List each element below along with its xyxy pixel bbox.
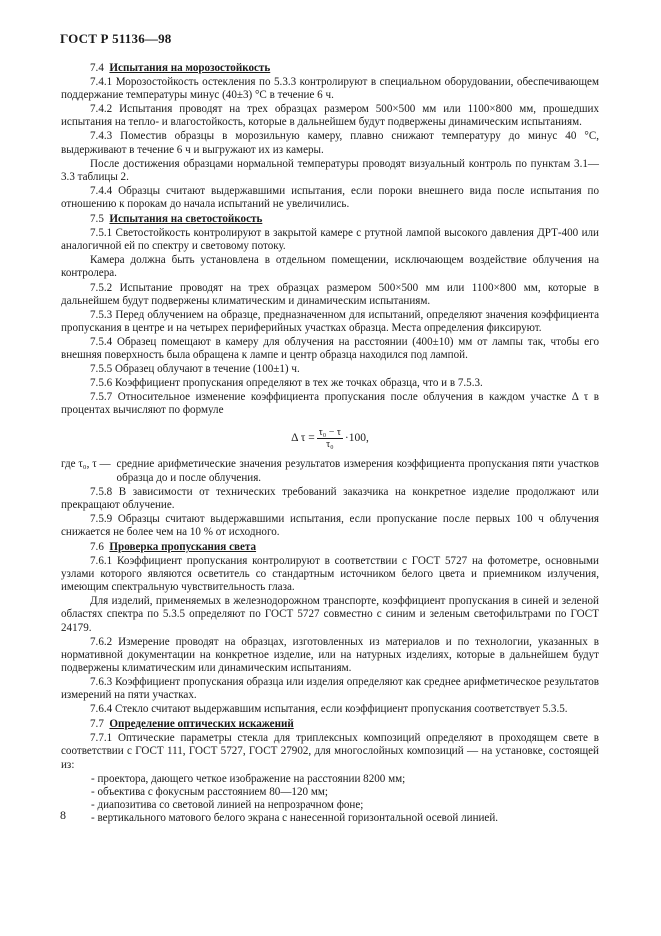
list-item: - вертикального матового белого экрана с нанесенной горизонтальной осевой линией. [91, 811, 499, 824]
section-heading [61, 718, 599, 731]
list-item: - проектора, дающего четкое изображение на расстоянии 8200 мм; [91, 772, 406, 785]
section-title: Определение оптических искажений [109, 718, 294, 731]
paragraph: 7.5.1 Светостойкость контролируют в закрытой камере с ртутной лампой высокого давления ДРТ-400 или аналогичной ей по спектру и световому потоку. [61, 227, 599, 253]
section-heading [61, 213, 599, 226]
list-item: - диапозитива со световой линией на непрозрачном фоне; [91, 798, 364, 811]
paragraph: 7.7.1 Оптические параметры стекла для триплексных композиций определяют в проходящем свете в соответствии с ГОСТ 111, ГОСТ 5727, ГОСТ 27902, для многослойных композиций — на установке, состоящей из: [61, 732, 599, 771]
paragraph: 7.6.1 Коэффициент пропускания контролируют в соответствии с ГОСТ 5727 на фотометре, основными узлами которого являются осветитель со стандартным источником белого цвета и приемником излучения, имеющим спектральную чувствительность глаза. [61, 555, 599, 594]
paragraph: 7.5.3 Перед облучением на образце, предназначенном для испытаний, определяют значения коэффициента пропускания в центре и на четырех периферийных участках образца. Места определения фиксируют. [61, 308, 599, 334]
paragraph: 7.4.3 Поместив образцы в морозильную камеру, плавно снижают температуру до минус 40 °С, выдерживают в течение 6 ч и выгружают их из камеры. [61, 130, 599, 156]
section-number: 7.4 [90, 62, 104, 74]
paragraph: 7.4.4 Образцы считают выдержавшими испытания, если пороки внешнего вида после испытания по отношению к порокам до начала испытаний не увеличились. [61, 184, 599, 210]
paragraph: 7.5.9 Образцы считают выдержавшими испытания, если пропускание после первых 100 ч облучения снижается не более чем на 10 % от исходного. [61, 512, 599, 538]
page-number: 8 [60, 808, 66, 822]
section-title: Испытания на светостойкость [109, 213, 263, 226]
formula-legend [61, 458, 599, 484]
list-item: - объектива с фокусным расстоянием 80—120 мм; [91, 785, 328, 798]
section-heading [61, 541, 599, 554]
paragraph: 7.5.2 Испытание проводят на трех образцах размером 500×500 мм или 1100×800 мм, которые в дальнейшем будут подвержены климатическим и динамическим испытаниям. [61, 281, 599, 307]
formula-fraction [317, 427, 343, 450]
paragraph: 7.5.6 Коэффициент пропускания определяют в тех же точках образца, что и в 7.5.3. [90, 377, 483, 390]
paragraph: Для изделий, применяемых в железнодорожном транспорте, коэффициент пропускания в синей и зеленой областях спектра по 5.3.5 определяют по ГОСТ 5727 совместно с синим и зеленым светофильтрами по ГОСТ 24179. [61, 595, 599, 634]
legend-text: средние арифметические значения результатов измерения коэффициента пропускания пяти участков образца до и после облучения. [116, 458, 599, 484]
paragraph: 7.5.4 Образец помещают в камеру для облучения на расстоянии (400±10) мм от лампы так, чтобы его внешняя поверхность была обращена к лампе и центр образца находился под лампой. [61, 335, 599, 361]
formula-denominator: τ₀ [326, 439, 334, 451]
section-number: 7.5 [90, 213, 104, 226]
paragraph: 7.5.5 Образец облучают в течение (100±1) ч. [90, 363, 300, 376]
paragraph: 7.6.4 Стекло считают выдержавшим испытания, если коэффициент пропускания соответствует 5.3.5. [90, 703, 568, 716]
document-body [61, 60, 599, 825]
paragraph: 7.5.7 Относительное изменение коэффициента пропускания после облучения в каждом участке Δ τ в процентах вычисляют по формуле [61, 391, 599, 417]
legend-label: где τ₀, τ — [61, 458, 111, 471]
document-header: ГОСТ Р 51136—98 [60, 31, 172, 46]
section-number: 7.7 [90, 718, 104, 731]
paragraph: Камера должна быть установлена в отдельном помещении, исключающем воздействие облучения на контролера. [61, 254, 599, 280]
paragraph: 7.4.1 Морозостойкость остекления по 5.3.3 контролируют в специальном оборудовании, обеспечивающем поддержание температуры минус (40±3) °С в течение 6 ч. [61, 76, 599, 102]
paragraph: 7.5.8 В зависимости от технических требований заказчика на конкретное изделие продолжают или прекращают облучение. [61, 485, 599, 511]
section-heading [61, 62, 599, 75]
formula-lhs: Δ τ = [291, 432, 315, 445]
paragraph: 7.6.2 Измерение проводят на образцах, изготовленных из материалов и по технологии, указанных в нормативной документации на конкретное изделие, или на натурных изделиях, которые в дальнейшем будут подвержены климатическим или динамическим испытаниям. [61, 635, 599, 674]
paragraph: После достижения образцами нормальной температуры проводят визуальный контроль по пунктам 3.1—3.3 таблицы 2. [61, 157, 599, 183]
formula-numerator: τ₀ − τ [318, 427, 341, 439]
paragraph: 7.6.3 Коэффициент пропускания образца или изделия определяют как среднее арифметическое результатов измерений на пяти участках. [61, 675, 599, 702]
section-number: 7.6 [90, 541, 104, 553]
paragraph: 7.4.2 Испытания проводят на трех образцах размером 500×500 мм или 1100×800 мм, прошедших испытания на тепло- и влагостойкость, которые в дальнейшем будут подвержены динамическим испытаниям. [61, 103, 599, 129]
formula-rhs: ·100, [344, 432, 369, 445]
formula [61, 427, 599, 450]
section-title: Проверка пропускания света [109, 541, 257, 553]
section-title: Испытания на морозостойкость [109, 62, 271, 74]
